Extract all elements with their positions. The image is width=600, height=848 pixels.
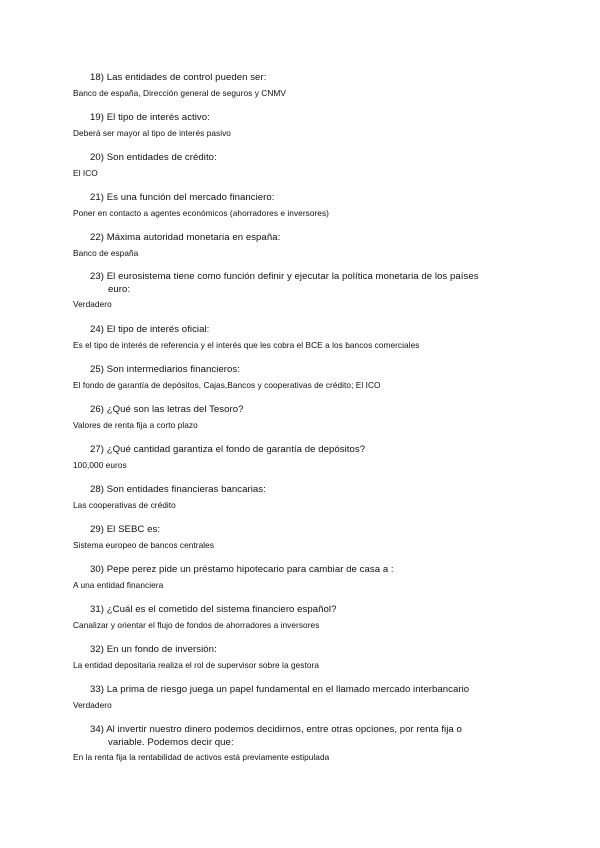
question-text: 25) Son intermediarios financieros: xyxy=(90,364,240,375)
question-33 xyxy=(0,684,600,711)
question-text xyxy=(90,724,530,749)
question-text xyxy=(90,271,530,296)
answer-text: El ICO xyxy=(73,167,98,178)
question-text: 31) ¿Cuál es el cometido del sistema financiero español? xyxy=(90,604,337,615)
question-30 xyxy=(0,564,600,591)
question-32 xyxy=(0,644,600,671)
question-text: 29) El SEBC es: xyxy=(90,524,161,535)
answer-text: Banco de españa, Dirección general de seguros y CNMV xyxy=(73,87,286,98)
question-22 xyxy=(0,232,600,259)
answer-text: 100,000 euros xyxy=(73,459,127,470)
answer-text: Es el tipo de interés de referencia y el interés que les cobra el BCE a los bancos comerciales xyxy=(73,339,420,350)
question-line-2: euro: xyxy=(108,283,131,295)
question-text: 26) ¿Qué son las letras del Tesoro? xyxy=(90,404,244,415)
question-text: 30) Pepe perez pide un préstamo hipotecario para cambiar de casa a : xyxy=(90,564,394,575)
question-23 xyxy=(0,271,600,310)
answer-text: En la renta fija la rentabilidad de activos está previamente estipulada xyxy=(73,752,330,762)
question-18 xyxy=(0,72,600,99)
question-21 xyxy=(0,192,600,219)
question-31 xyxy=(0,604,600,631)
answer-text: Verdadero xyxy=(73,699,112,710)
question-text: 21) Es una función del mercado financiero: xyxy=(90,192,275,203)
question-25 xyxy=(0,364,600,391)
question-28 xyxy=(0,484,600,511)
question-text: 24) El tipo de interés oficial: xyxy=(90,324,210,335)
question-text: 32) En un fondo de inversión: xyxy=(90,644,217,655)
answer-text: A una entidad financiera xyxy=(73,579,164,590)
question-27 xyxy=(0,444,600,471)
answer-text: Deberá ser mayor al tipo de interés pasivo xyxy=(73,127,231,138)
question-line-1: 23) El eurosistema tiene como función definir y ejecutar la política monetaria de los países xyxy=(90,271,479,282)
answer-text: Sistema europeo de bancos centrales xyxy=(73,539,215,550)
answer-text: El fondo de garantía de depósitos, Cajas,Bancos y cooperativas de crédito; El ICO xyxy=(73,379,381,390)
question-text: 18) Las entidades de control pueden ser: xyxy=(90,72,267,83)
answer-text: Canalizar y orientar el flujo de fondos de ahorradores a inversores xyxy=(73,619,320,630)
answer-text: La entidad depositaria realiza el rol de supervisor sobre la gestora xyxy=(73,659,319,670)
question-line-2: variable. Podemos decir que: xyxy=(108,736,234,748)
question-text: 33) La prima de riesgo juega un papel fundamental en el llamado mercado interbancario xyxy=(90,684,470,695)
question-26 xyxy=(0,404,600,431)
question-text: 19) El tipo de interés activo: xyxy=(90,112,210,123)
answer-text: Las cooperativas de crédito xyxy=(73,499,176,510)
question-text: 27) ¿Qué cantidad garantiza el fondo de garantía de depósitos? xyxy=(90,444,366,455)
question-text: 20) Son entidades de crédito: xyxy=(90,152,217,163)
question-29 xyxy=(0,524,600,551)
answer-text: Poner en contacto a agentes económicos (ahorradores e inversores) xyxy=(73,207,329,218)
question-line-1: 34) Al invertir nuestro dinero podemos decidirnos, entre otras opciones, por renta fija o xyxy=(90,724,462,735)
question-20 xyxy=(0,152,600,179)
question-34 xyxy=(0,724,600,763)
question-19 xyxy=(0,112,600,139)
question-text: 22) Máxima autoridad monetaria en españa: xyxy=(90,232,281,243)
question-text: 28) Son entidades financieras bancarias: xyxy=(90,484,266,495)
answer-text: Valores de renta fija a corto plazo xyxy=(73,419,198,430)
answer-text: Banco de españa xyxy=(73,247,139,258)
answer-text: Verdadero xyxy=(73,299,112,309)
question-24 xyxy=(0,324,600,351)
